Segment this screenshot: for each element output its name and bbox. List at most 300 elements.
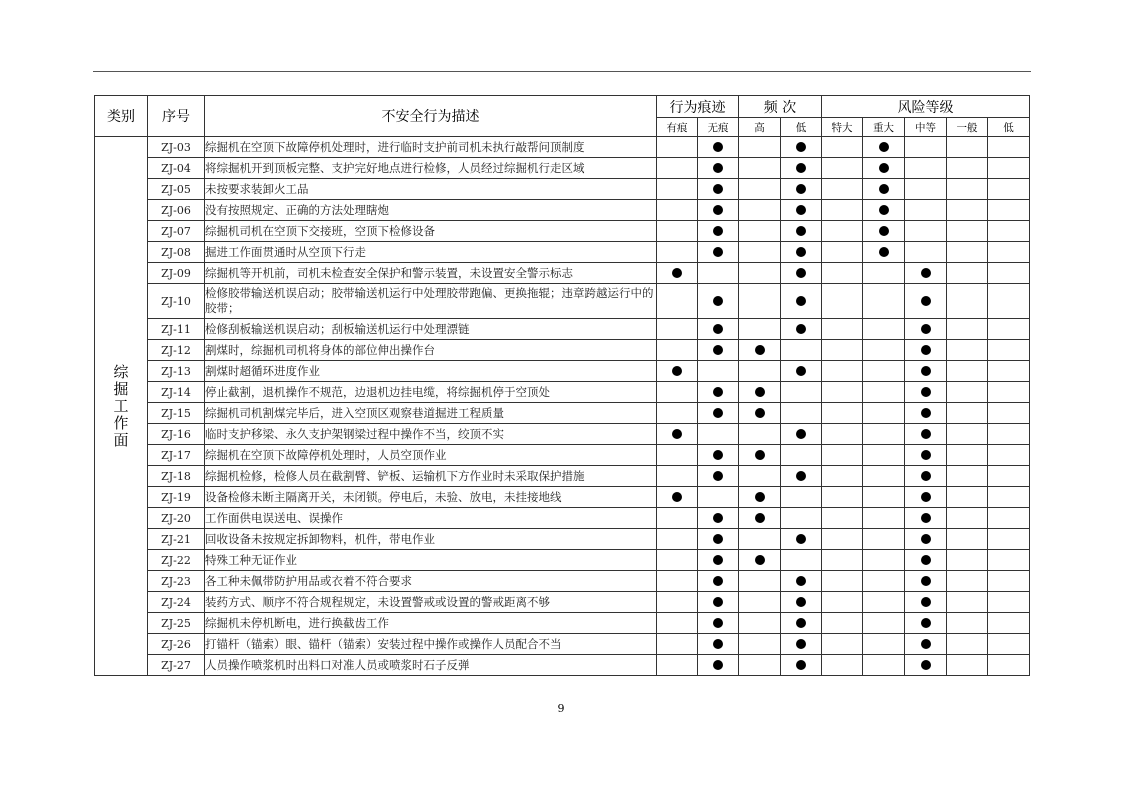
mark-cell-freq-high bbox=[739, 655, 781, 676]
row-description: 检修胶带输送机误启动；胶带输送机运行中处理胶带跑偏、更换拖辊；违章跨越运行中的胶带； bbox=[205, 284, 657, 319]
mark-cell-trace-without bbox=[698, 284, 739, 319]
mark-cell-freq-low bbox=[781, 403, 822, 424]
mark-cell-trace-with bbox=[657, 550, 698, 571]
mark-cell-freq-high bbox=[739, 571, 781, 592]
filled-circle-icon bbox=[713, 296, 723, 306]
filled-circle-icon bbox=[921, 324, 931, 334]
mark-cell-freq-high bbox=[739, 242, 781, 263]
mark-cell-freq-low bbox=[781, 263, 822, 284]
filled-circle-icon bbox=[796, 471, 806, 481]
mark-cell-freq-low bbox=[781, 487, 822, 508]
mark-cell-trace-without bbox=[698, 592, 739, 613]
mark-cell-risk-low bbox=[988, 179, 1030, 200]
mark-cell-trace-without bbox=[698, 424, 739, 445]
mark-cell-risk-medium bbox=[905, 487, 947, 508]
col-group-risk-level: 风险等级 bbox=[822, 96, 1030, 118]
mark-cell-freq-high bbox=[739, 445, 781, 466]
row-code: ZJ-06 bbox=[148, 200, 205, 221]
mark-cell-trace-without bbox=[698, 340, 739, 361]
filled-circle-icon bbox=[796, 324, 806, 334]
filled-circle-icon bbox=[755, 450, 765, 460]
row-description: 没有按照规定、正确的方法处理瞎炮 bbox=[205, 200, 657, 221]
row-code: ZJ-23 bbox=[148, 571, 205, 592]
mark-cell-freq-low bbox=[781, 529, 822, 550]
mark-cell-trace-without bbox=[698, 221, 739, 242]
mark-cell-risk-general bbox=[947, 340, 988, 361]
filled-circle-icon bbox=[921, 555, 931, 565]
mark-cell-freq-low bbox=[781, 592, 822, 613]
filled-circle-icon bbox=[921, 597, 931, 607]
mark-cell-risk-general bbox=[947, 221, 988, 242]
mark-cell-trace-without bbox=[698, 263, 739, 284]
filled-circle-icon bbox=[879, 163, 889, 173]
mark-cell-risk-major bbox=[863, 613, 905, 634]
unsafe-behavior-table bbox=[94, 95, 1030, 676]
mark-cell-risk-general bbox=[947, 508, 988, 529]
mark-cell-risk-general bbox=[947, 550, 988, 571]
row-code: ZJ-21 bbox=[148, 529, 205, 550]
filled-circle-icon bbox=[921, 366, 931, 376]
row-code: ZJ-12 bbox=[148, 340, 205, 361]
mark-cell-trace-with bbox=[657, 221, 698, 242]
mark-cell-risk-medium bbox=[905, 137, 947, 158]
mark-cell-trace-without bbox=[698, 200, 739, 221]
mark-cell-trace-with bbox=[657, 200, 698, 221]
table-row bbox=[95, 634, 1030, 655]
row-code: ZJ-18 bbox=[148, 466, 205, 487]
filled-circle-icon bbox=[921, 345, 931, 355]
mark-cell-risk-general bbox=[947, 613, 988, 634]
mark-cell-trace-without bbox=[698, 529, 739, 550]
mark-cell-risk-low bbox=[988, 424, 1030, 445]
filled-circle-icon bbox=[713, 226, 723, 236]
mark-cell-freq-low bbox=[781, 466, 822, 487]
mark-cell-trace-with bbox=[657, 242, 698, 263]
mark-cell-risk-general bbox=[947, 592, 988, 613]
filled-circle-icon bbox=[672, 268, 682, 278]
mark-cell-risk-low bbox=[988, 221, 1030, 242]
row-code: ZJ-15 bbox=[148, 403, 205, 424]
mark-cell-risk-low bbox=[988, 487, 1030, 508]
col-header-freq-high: 高 bbox=[739, 118, 781, 137]
filled-circle-icon bbox=[713, 513, 723, 523]
col-group-frequency: 频 次 bbox=[739, 96, 822, 118]
row-code: ZJ-17 bbox=[148, 445, 205, 466]
mark-cell-freq-low bbox=[781, 200, 822, 221]
category-label: 综掘工作面 bbox=[113, 362, 129, 449]
row-code: ZJ-04 bbox=[148, 158, 205, 179]
mark-cell-risk-general bbox=[947, 634, 988, 655]
mark-cell-freq-high bbox=[739, 158, 781, 179]
col-header-description: 不安全行为描述 bbox=[205, 96, 657, 137]
mark-cell-risk-major bbox=[863, 137, 905, 158]
mark-cell-risk-general bbox=[947, 242, 988, 263]
mark-cell-risk-low bbox=[988, 571, 1030, 592]
mark-cell-freq-low bbox=[781, 284, 822, 319]
filled-circle-icon bbox=[921, 492, 931, 502]
filled-circle-icon bbox=[921, 660, 931, 670]
filled-circle-icon bbox=[713, 576, 723, 586]
mark-cell-risk-medium bbox=[905, 655, 947, 676]
mark-cell-trace-with bbox=[657, 137, 698, 158]
mark-cell-risk-low bbox=[988, 634, 1030, 655]
mark-cell-trace-without bbox=[698, 179, 739, 200]
filled-circle-icon bbox=[921, 534, 931, 544]
filled-circle-icon bbox=[755, 387, 765, 397]
row-description: 综掘机在空顶下故障停机处理时，人员空顶作业 bbox=[205, 445, 657, 466]
filled-circle-icon bbox=[921, 471, 931, 481]
filled-circle-icon bbox=[921, 513, 931, 523]
table-row bbox=[95, 382, 1030, 403]
col-header-risk-major: 重大 bbox=[863, 118, 905, 137]
row-description: 割煤时，综掘机司机将身体的部位伸出操作台 bbox=[205, 340, 657, 361]
table-row bbox=[95, 158, 1030, 179]
mark-cell-trace-without bbox=[698, 445, 739, 466]
filled-circle-icon bbox=[879, 184, 889, 194]
mark-cell-risk-major bbox=[863, 221, 905, 242]
mark-cell-risk-general bbox=[947, 179, 988, 200]
mark-cell-risk-medium bbox=[905, 529, 947, 550]
mark-cell-risk-general bbox=[947, 200, 988, 221]
mark-cell-trace-with bbox=[657, 487, 698, 508]
mark-cell-freq-low bbox=[781, 634, 822, 655]
mark-cell-risk-medium bbox=[905, 361, 947, 382]
row-description: 将综掘机开到顶板完整、支护完好地点进行检修，人员经过综掘机行走区域 bbox=[205, 158, 657, 179]
mark-cell-trace-with bbox=[657, 529, 698, 550]
header-rule bbox=[93, 71, 1031, 72]
mark-cell-trace-without bbox=[698, 319, 739, 340]
mark-cell-risk-low bbox=[988, 403, 1030, 424]
mark-cell-risk-general bbox=[947, 284, 988, 319]
mark-cell-trace-with bbox=[657, 634, 698, 655]
table-row bbox=[95, 655, 1030, 676]
filled-circle-icon bbox=[796, 597, 806, 607]
mark-cell-risk-major bbox=[863, 508, 905, 529]
filled-circle-icon bbox=[796, 205, 806, 215]
mark-cell-trace-without bbox=[698, 403, 739, 424]
filled-circle-icon bbox=[713, 534, 723, 544]
filled-circle-icon bbox=[713, 205, 723, 215]
mark-cell-risk-general bbox=[947, 137, 988, 158]
mark-cell-risk-low bbox=[988, 613, 1030, 634]
mark-cell-freq-low bbox=[781, 655, 822, 676]
mark-cell-risk-extreme bbox=[822, 634, 863, 655]
mark-cell-risk-major bbox=[863, 242, 905, 263]
mark-cell-risk-major bbox=[863, 550, 905, 571]
mark-cell-trace-without bbox=[698, 382, 739, 403]
mark-cell-trace-with bbox=[657, 158, 698, 179]
filled-circle-icon bbox=[755, 492, 765, 502]
mark-cell-risk-low bbox=[988, 508, 1030, 529]
mark-cell-risk-extreme bbox=[822, 592, 863, 613]
mark-cell-risk-general bbox=[947, 445, 988, 466]
mark-cell-risk-extreme bbox=[822, 340, 863, 361]
mark-cell-risk-general bbox=[947, 158, 988, 179]
table-row bbox=[95, 445, 1030, 466]
filled-circle-icon bbox=[796, 660, 806, 670]
mark-cell-risk-major bbox=[863, 487, 905, 508]
filled-circle-icon bbox=[672, 492, 682, 502]
filled-circle-icon bbox=[796, 618, 806, 628]
mark-cell-risk-low bbox=[988, 361, 1030, 382]
mark-cell-freq-high bbox=[739, 221, 781, 242]
mark-cell-freq-low bbox=[781, 221, 822, 242]
table-row bbox=[95, 361, 1030, 382]
table-row bbox=[95, 592, 1030, 613]
mark-cell-trace-with bbox=[657, 263, 698, 284]
mark-cell-risk-medium bbox=[905, 403, 947, 424]
table-row bbox=[95, 529, 1030, 550]
table-row bbox=[95, 221, 1030, 242]
row-code: ZJ-22 bbox=[148, 550, 205, 571]
mark-cell-trace-with bbox=[657, 571, 698, 592]
row-description: 检修刮板输送机误启动；刮板输送机运行中处理漂链 bbox=[205, 319, 657, 340]
filled-circle-icon bbox=[796, 576, 806, 586]
row-description: 回收设备未按规定拆卸物料，机件，带电作业 bbox=[205, 529, 657, 550]
mark-cell-risk-medium bbox=[905, 424, 947, 445]
mark-cell-freq-high bbox=[739, 634, 781, 655]
table-row bbox=[95, 319, 1030, 340]
row-description: 设备检修未断主隔离开关，未闭锁。停电后，未验、放电，未挂接地线 bbox=[205, 487, 657, 508]
mark-cell-trace-with bbox=[657, 445, 698, 466]
mark-cell-risk-extreme bbox=[822, 284, 863, 319]
row-code: ZJ-14 bbox=[148, 382, 205, 403]
mark-cell-freq-low bbox=[781, 445, 822, 466]
filled-circle-icon bbox=[796, 142, 806, 152]
mark-cell-freq-low bbox=[781, 319, 822, 340]
table-row bbox=[95, 263, 1030, 284]
mark-cell-freq-low bbox=[781, 613, 822, 634]
filled-circle-icon bbox=[713, 618, 723, 628]
mark-cell-risk-extreme bbox=[822, 221, 863, 242]
mark-cell-risk-general bbox=[947, 403, 988, 424]
mark-cell-freq-low bbox=[781, 179, 822, 200]
row-code: ZJ-07 bbox=[148, 221, 205, 242]
mark-cell-risk-major bbox=[863, 424, 905, 445]
category-cell bbox=[95, 137, 148, 676]
mark-cell-risk-low bbox=[988, 158, 1030, 179]
mark-cell-freq-high bbox=[739, 466, 781, 487]
row-code: ZJ-16 bbox=[148, 424, 205, 445]
table-body bbox=[95, 137, 1030, 676]
filled-circle-icon bbox=[921, 639, 931, 649]
row-description: 特殊工种无证作业 bbox=[205, 550, 657, 571]
col-header-risk-low: 低 bbox=[988, 118, 1030, 137]
mark-cell-risk-extreme bbox=[822, 382, 863, 403]
mark-cell-freq-low bbox=[781, 424, 822, 445]
mark-cell-trace-with bbox=[657, 340, 698, 361]
row-code: ZJ-19 bbox=[148, 487, 205, 508]
mark-cell-risk-medium bbox=[905, 634, 947, 655]
table-row bbox=[95, 613, 1030, 634]
filled-circle-icon bbox=[713, 660, 723, 670]
mark-cell-risk-medium bbox=[905, 319, 947, 340]
table-row bbox=[95, 200, 1030, 221]
mark-cell-risk-medium bbox=[905, 508, 947, 529]
filled-circle-icon bbox=[796, 268, 806, 278]
table-row bbox=[95, 508, 1030, 529]
mark-cell-freq-high bbox=[739, 361, 781, 382]
mark-cell-trace-with bbox=[657, 466, 698, 487]
mark-cell-risk-major bbox=[863, 340, 905, 361]
filled-circle-icon bbox=[755, 408, 765, 418]
mark-cell-freq-low bbox=[781, 158, 822, 179]
mark-cell-risk-general bbox=[947, 571, 988, 592]
table-row bbox=[95, 242, 1030, 263]
filled-circle-icon bbox=[796, 429, 806, 439]
filled-circle-icon bbox=[713, 555, 723, 565]
row-description: 综掘机检修，检修人员在截割臂、铲板、运输机下方作业时未采取保护措施 bbox=[205, 466, 657, 487]
filled-circle-icon bbox=[921, 618, 931, 628]
filled-circle-icon bbox=[921, 429, 931, 439]
mark-cell-risk-medium bbox=[905, 466, 947, 487]
row-code: ZJ-26 bbox=[148, 634, 205, 655]
row-description: 打锚杆（锚索）眼、锚杆（锚索）安装过程中操作或操作人员配合不当 bbox=[205, 634, 657, 655]
filled-circle-icon bbox=[879, 226, 889, 236]
filled-circle-icon bbox=[796, 247, 806, 257]
mark-cell-trace-with bbox=[657, 382, 698, 403]
mark-cell-trace-with bbox=[657, 284, 698, 319]
mark-cell-risk-extreme bbox=[822, 137, 863, 158]
mark-cell-trace-without bbox=[698, 158, 739, 179]
mark-cell-freq-high bbox=[739, 550, 781, 571]
mark-cell-risk-major bbox=[863, 571, 905, 592]
mark-cell-risk-low bbox=[988, 319, 1030, 340]
col-header-risk-extreme: 特大 bbox=[822, 118, 863, 137]
row-code: ZJ-20 bbox=[148, 508, 205, 529]
mark-cell-risk-general bbox=[947, 319, 988, 340]
row-code: ZJ-10 bbox=[148, 284, 205, 319]
mark-cell-risk-extreme bbox=[822, 158, 863, 179]
mark-cell-freq-low bbox=[781, 242, 822, 263]
row-code: ZJ-13 bbox=[148, 361, 205, 382]
mark-cell-risk-extreme bbox=[822, 361, 863, 382]
filled-circle-icon bbox=[796, 226, 806, 236]
mark-cell-risk-major bbox=[863, 466, 905, 487]
mark-cell-freq-low bbox=[781, 361, 822, 382]
mark-cell-risk-general bbox=[947, 529, 988, 550]
mark-cell-risk-low bbox=[988, 550, 1030, 571]
mark-cell-risk-medium bbox=[905, 242, 947, 263]
filled-circle-icon bbox=[713, 639, 723, 649]
mark-cell-risk-medium bbox=[905, 179, 947, 200]
mark-cell-risk-low bbox=[988, 382, 1030, 403]
mark-cell-trace-without bbox=[698, 571, 739, 592]
filled-circle-icon bbox=[879, 142, 889, 152]
filled-circle-icon bbox=[713, 450, 723, 460]
row-description: 综掘机司机割煤完毕后，进入空顶区观察巷道掘进工程质量 bbox=[205, 403, 657, 424]
mark-cell-risk-major bbox=[863, 382, 905, 403]
mark-cell-risk-extreme bbox=[822, 550, 863, 571]
filled-circle-icon bbox=[921, 296, 931, 306]
filled-circle-icon bbox=[713, 163, 723, 173]
mark-cell-trace-without bbox=[698, 137, 739, 158]
col-header-category: 类别 bbox=[95, 96, 148, 137]
table-row bbox=[95, 424, 1030, 445]
filled-circle-icon bbox=[713, 471, 723, 481]
filled-circle-icon bbox=[796, 163, 806, 173]
mark-cell-trace-with bbox=[657, 403, 698, 424]
mark-cell-freq-high bbox=[739, 319, 781, 340]
table-row bbox=[95, 403, 1030, 424]
col-header-freq-low: 低 bbox=[781, 118, 822, 137]
mark-cell-freq-high bbox=[739, 424, 781, 445]
mark-cell-freq-low bbox=[781, 340, 822, 361]
row-code: ZJ-27 bbox=[148, 655, 205, 676]
mark-cell-risk-medium bbox=[905, 284, 947, 319]
mark-cell-trace-without bbox=[698, 634, 739, 655]
filled-circle-icon bbox=[921, 387, 931, 397]
row-description: 综掘机司机在空顶下交接班，空顶下检修设备 bbox=[205, 221, 657, 242]
mark-cell-risk-major bbox=[863, 655, 905, 676]
filled-circle-icon bbox=[755, 555, 765, 565]
mark-cell-risk-major bbox=[863, 284, 905, 319]
mark-cell-risk-medium bbox=[905, 571, 947, 592]
mark-cell-risk-extreme bbox=[822, 179, 863, 200]
table-row bbox=[95, 340, 1030, 361]
mark-cell-risk-low bbox=[988, 263, 1030, 284]
filled-circle-icon bbox=[755, 513, 765, 523]
mark-cell-risk-extreme bbox=[822, 263, 863, 284]
mark-cell-risk-major bbox=[863, 634, 905, 655]
row-code: ZJ-25 bbox=[148, 613, 205, 634]
mark-cell-freq-high bbox=[739, 487, 781, 508]
mark-cell-risk-medium bbox=[905, 200, 947, 221]
row-description: 综掘机在空顶下故障停机处理时，进行临时支护前司机未执行敲帮问顶制度 bbox=[205, 137, 657, 158]
page-number: 9 bbox=[557, 702, 565, 715]
row-description: 停止截割，退机操作不规范，边退机边挂电缆，将综掘机停于空顶处 bbox=[205, 382, 657, 403]
mark-cell-risk-low bbox=[988, 592, 1030, 613]
mark-cell-risk-major bbox=[863, 361, 905, 382]
mark-cell-risk-major bbox=[863, 445, 905, 466]
mark-cell-trace-with bbox=[657, 508, 698, 529]
row-description: 人员操作喷浆机时出料口对准人员或喷浆时石子反弹 bbox=[205, 655, 657, 676]
filled-circle-icon bbox=[796, 639, 806, 649]
row-description: 综掘机未停机断电，进行换截齿工作 bbox=[205, 613, 657, 634]
mark-cell-freq-high bbox=[739, 200, 781, 221]
mark-cell-risk-extreme bbox=[822, 403, 863, 424]
filled-circle-icon bbox=[921, 576, 931, 586]
col-header-trace-with: 有痕 bbox=[657, 118, 698, 137]
mark-cell-trace-with bbox=[657, 319, 698, 340]
filled-circle-icon bbox=[921, 450, 931, 460]
filled-circle-icon bbox=[879, 247, 889, 257]
mark-cell-risk-low bbox=[988, 466, 1030, 487]
mark-cell-freq-low bbox=[781, 550, 822, 571]
mark-cell-risk-low bbox=[988, 242, 1030, 263]
mark-cell-risk-extreme bbox=[822, 613, 863, 634]
mark-cell-freq-high bbox=[739, 137, 781, 158]
filled-circle-icon bbox=[921, 408, 931, 418]
row-code: ZJ-11 bbox=[148, 319, 205, 340]
row-description: 工作面供电误送电、误操作 bbox=[205, 508, 657, 529]
mark-cell-risk-major bbox=[863, 592, 905, 613]
mark-cell-risk-major bbox=[863, 319, 905, 340]
mark-cell-freq-high bbox=[739, 592, 781, 613]
mark-cell-risk-major bbox=[863, 200, 905, 221]
mark-cell-freq-low bbox=[781, 382, 822, 403]
mark-cell-risk-major bbox=[863, 529, 905, 550]
mark-cell-risk-major bbox=[863, 158, 905, 179]
mark-cell-risk-general bbox=[947, 382, 988, 403]
filled-circle-icon bbox=[796, 534, 806, 544]
mark-cell-trace-without bbox=[698, 466, 739, 487]
filled-circle-icon bbox=[796, 296, 806, 306]
mark-cell-freq-high bbox=[739, 508, 781, 529]
mark-cell-risk-extreme bbox=[822, 424, 863, 445]
mark-cell-trace-without bbox=[698, 613, 739, 634]
filled-circle-icon bbox=[879, 205, 889, 215]
